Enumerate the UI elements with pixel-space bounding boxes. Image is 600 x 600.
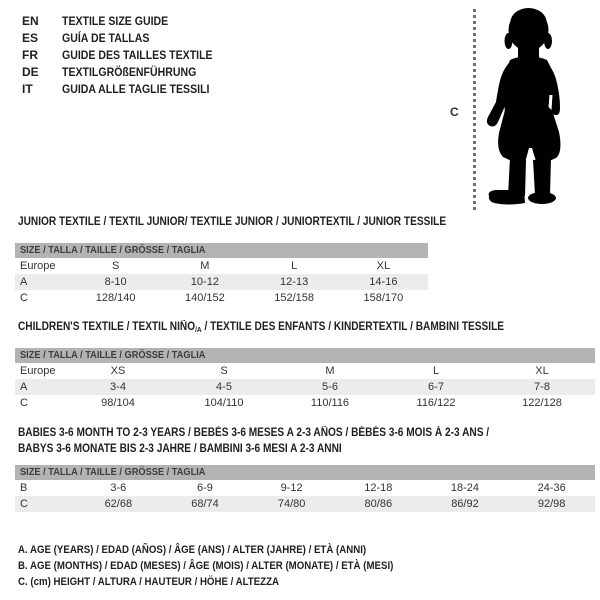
row-label: C	[15, 496, 75, 512]
cell: XL	[376, 260, 391, 272]
table-header-text: SIZE / TALLA / TAILLE / GRÖSSE / TAGLIA	[20, 349, 206, 361]
language-row	[22, 80, 233, 97]
section-title-text: JUNIOR TEXTILE / TEXTIL JUNIOR/ TEXTILE JUNIOR / JUNIORTEXTIL / JUNIOR TESSILE	[18, 216, 447, 228]
language-code: IT	[22, 82, 33, 96]
cell: 10-12	[160, 274, 249, 290]
cell: 12-13	[250, 274, 339, 290]
row-label: Europe	[20, 365, 56, 377]
children-table-grid	[15, 363, 595, 411]
cell: 4-5	[171, 379, 277, 395]
junior-size-table	[15, 243, 428, 306]
table-row-age	[15, 274, 428, 290]
cell: S	[220, 365, 228, 377]
language-title: GUÍA DE TALLAS	[62, 31, 150, 45]
cell: 92/98	[508, 496, 595, 512]
cell: 74/80	[248, 496, 335, 512]
children-size-table	[15, 348, 595, 411]
cell: M	[200, 260, 210, 272]
section-title-text: BABYS 3-6 MONATE BIS 2-3 JAHRE / BAMBINI 3-6 MESI A 2-3 ANNI	[18, 443, 342, 455]
cell: 122/128	[522, 397, 562, 409]
cell: 116/122	[416, 397, 456, 409]
table-header-bar	[15, 348, 595, 363]
cell: XL	[535, 365, 549, 377]
cell: 68/74	[162, 496, 249, 512]
cell: 104/110	[204, 397, 244, 409]
cell: 6-9	[197, 482, 213, 494]
cell: 6-7	[383, 379, 489, 395]
title-subscript: /A	[195, 325, 202, 334]
table-header-text: SIZE / TALLA / TAILLE / GRÖSSE / TAGLIA	[20, 466, 206, 478]
language-code: DE	[22, 65, 39, 79]
cell: 110/116	[310, 397, 350, 409]
row-label: C	[20, 292, 28, 304]
cell: L	[432, 365, 440, 377]
cell: 12-18	[364, 482, 393, 494]
table-header-bar	[15, 243, 428, 258]
section-title-babies-line1	[18, 427, 553, 439]
baby-silhouette-icon	[480, 0, 600, 215]
junior-table-grid	[15, 258, 428, 306]
language-code: ES	[22, 31, 39, 45]
cell: L	[291, 260, 298, 272]
row-label: C	[20, 397, 28, 409]
table-row-europe	[15, 363, 595, 379]
language-title: GUIDE DES TAILLES TEXTILE	[62, 48, 213, 62]
cell: 128/140	[95, 292, 136, 304]
height-label: C	[450, 105, 459, 119]
babies-size-table	[15, 465, 595, 512]
cell: 140/152	[184, 292, 225, 304]
section-title-babies-line2	[18, 443, 386, 455]
legend-block	[18, 542, 445, 590]
row-label: B	[20, 482, 28, 494]
section-title-text	[18, 321, 504, 334]
section-title-text: BABIES 3-6 MONTH TO 2-3 YEARS / BEBÉS 3-6 MESES A 2-3 AÑOS / BÉBÉS 3-6 MOIS À 2-3 ANS /	[18, 427, 490, 439]
cell: 8-10	[71, 274, 160, 290]
row-label: A	[15, 274, 71, 290]
language-row	[22, 12, 233, 29]
language-title: TEXTILE SIZE GUIDE	[62, 14, 169, 28]
table-header-bar	[15, 465, 595, 480]
cell: 24-36	[537, 482, 566, 494]
cell: 7-8	[489, 379, 595, 395]
cell: 62/68	[75, 496, 162, 512]
cell: S	[111, 260, 120, 272]
section-title-junior	[18, 216, 504, 228]
cell: XS	[110, 365, 126, 377]
language-code: FR	[22, 48, 38, 62]
title-prefix: CHILDREN'S TEXTILE / TEXTIL NIÑO	[18, 321, 196, 333]
cell: 18-24	[450, 482, 480, 494]
cell: 9-12	[280, 482, 303, 494]
cell: 158/170	[363, 292, 404, 304]
section-title-children	[18, 321, 570, 334]
language-title: GUIDA ALLE TAGLIE TESSILI	[62, 82, 210, 96]
legend-line-a	[18, 542, 445, 558]
table-header-text: SIZE / TALLA / TAILLE / GRÖSSE / TAGLIA	[20, 244, 206, 256]
legend-text: A. AGE (YEARS) / EDAD (AÑOS) / ÂGE (ANS) / ALTER (JAHRE) / ETÀ (ANNI)	[18, 544, 367, 556]
legend-text: C. (cm) HEIGHT / ALTURA / HAUTEUR / HÖHE / ALTEZZA	[18, 576, 280, 588]
cell: 152/158	[274, 292, 314, 304]
cell: M	[325, 365, 335, 377]
row-label: A	[15, 379, 65, 395]
cell: 5-6	[277, 379, 383, 395]
table-row-age	[15, 379, 595, 395]
row-label: Europe	[20, 260, 56, 272]
table-row-europe	[15, 258, 428, 274]
legend-line-c	[18, 574, 445, 590]
language-row	[22, 46, 233, 63]
height-measure-dashed-line	[473, 9, 476, 212]
cell: 80/86	[335, 496, 422, 512]
cell: 14-16	[339, 274, 428, 290]
cell: 3-6	[110, 482, 127, 494]
language-title: TEXTILGRÖßENFÜHRUNG	[62, 65, 197, 79]
cell: 98/104	[101, 397, 135, 409]
cell: 3-4	[65, 379, 171, 395]
language-row	[22, 63, 233, 80]
table-row-height	[15, 290, 428, 306]
table-row-months	[15, 480, 595, 496]
table-row-height	[15, 496, 595, 512]
language-title-block	[22, 12, 233, 97]
legend-text: B. AGE (MONTHS) / EDAD (MESES) / ÂGE (MOIS) / ALTER (MONATE) / ETÀ (MESI)	[18, 560, 394, 572]
language-row	[22, 29, 233, 46]
table-row-height	[15, 395, 595, 411]
cell: 86/92	[422, 496, 509, 512]
title-suffix: / TEXTILE DES ENFANTS / KINDERTEXTIL / BAMBINI TESSILE	[201, 321, 505, 333]
babies-table-grid	[15, 480, 595, 512]
legend-line-b	[18, 558, 445, 574]
language-code: EN	[22, 14, 39, 28]
